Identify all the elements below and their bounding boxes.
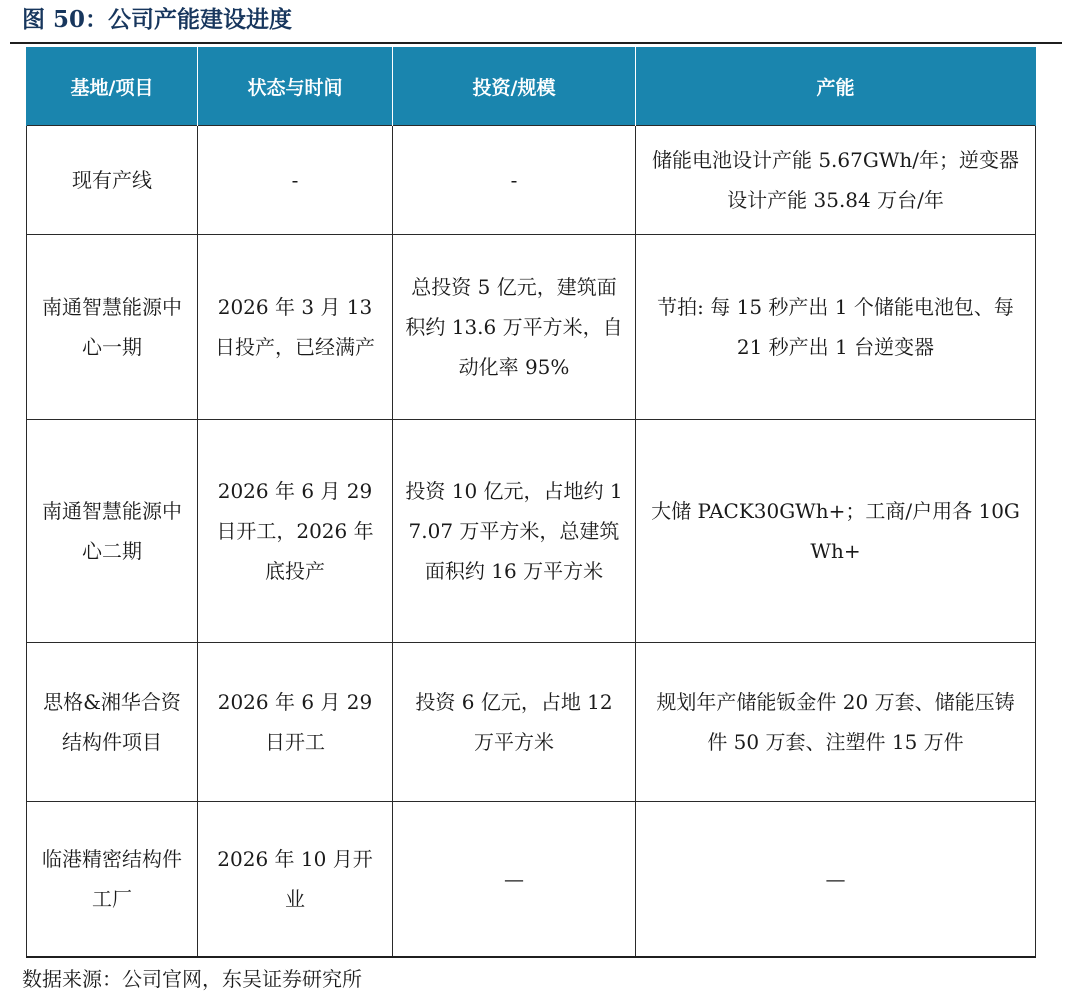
cell-base: 现有产线: [27, 126, 198, 235]
capacity-table: [26, 47, 1036, 958]
cell-status: 2026 年 6 月 29 日开工，2026 年底投产: [198, 420, 393, 643]
cell-investment: 投资 6 亿元，占地 12 万平方米: [393, 643, 636, 802]
cell-base: 南通智慧能源中心一期: [27, 235, 198, 420]
table-header: [27, 48, 1036, 126]
cell-status: 2026 年 6 月 29 日开工: [198, 643, 393, 802]
cell-capacity: —: [636, 802, 1036, 958]
capacity-table-container: [26, 47, 1036, 958]
table-row: [27, 235, 1036, 420]
table-row: [27, 420, 1036, 643]
table-row: [27, 643, 1036, 802]
table-body: [27, 126, 1036, 958]
column-header-status: 状态与时间: [198, 48, 393, 126]
source-note: 数据来源：公司官网，东吴证券研究所: [22, 967, 362, 991]
cell-status: 2026 年 10 月开业: [198, 802, 393, 958]
cell-base: 南通智慧能源中心二期: [27, 420, 198, 643]
cell-base: 思格&湘华合资结构件项目: [27, 643, 198, 802]
cell-base: 临港精密结构件工厂: [27, 802, 198, 958]
cell-investment: 投资 10 亿元，占地约 17.07 万平方米，总建筑面积约 16 万平方米: [393, 420, 636, 643]
cell-status: -: [198, 126, 393, 235]
cell-capacity: 规划年产储能钣金件 20 万套、储能压铸件 50 万套、注塑件 15 万件: [636, 643, 1036, 802]
column-header-capacity: 产能: [636, 48, 1036, 126]
cell-capacity: 储能电池设计产能 5.67GWh/年；逆变器设计产能 35.84 万台/年: [636, 126, 1036, 235]
column-header-investment: 投资/规模: [393, 48, 636, 126]
cell-capacity: 大储 PACK30GWh+；工商/户用各 10GWh+: [636, 420, 1036, 643]
cell-capacity: 节拍: 每 15 秒产出 1 个储能电池包、每 21 秒产出 1 台逆变器: [636, 235, 1036, 420]
cell-investment: —: [393, 802, 636, 958]
figure-title: 图 50：公司产能建设进度: [22, 6, 293, 33]
cell-status: 2026 年 3 月 13 日投产，已经满产: [198, 235, 393, 420]
table-row: [27, 802, 1036, 958]
header-row: [27, 48, 1036, 126]
table-row: [27, 126, 1036, 235]
cell-investment: -: [393, 126, 636, 235]
column-header-base: 基地/项目: [27, 48, 198, 126]
title-divider: [10, 42, 1062, 44]
cell-investment: 总投资 5 亿元，建筑面积约 13.6 万平方米，自动化率 95%: [393, 235, 636, 420]
